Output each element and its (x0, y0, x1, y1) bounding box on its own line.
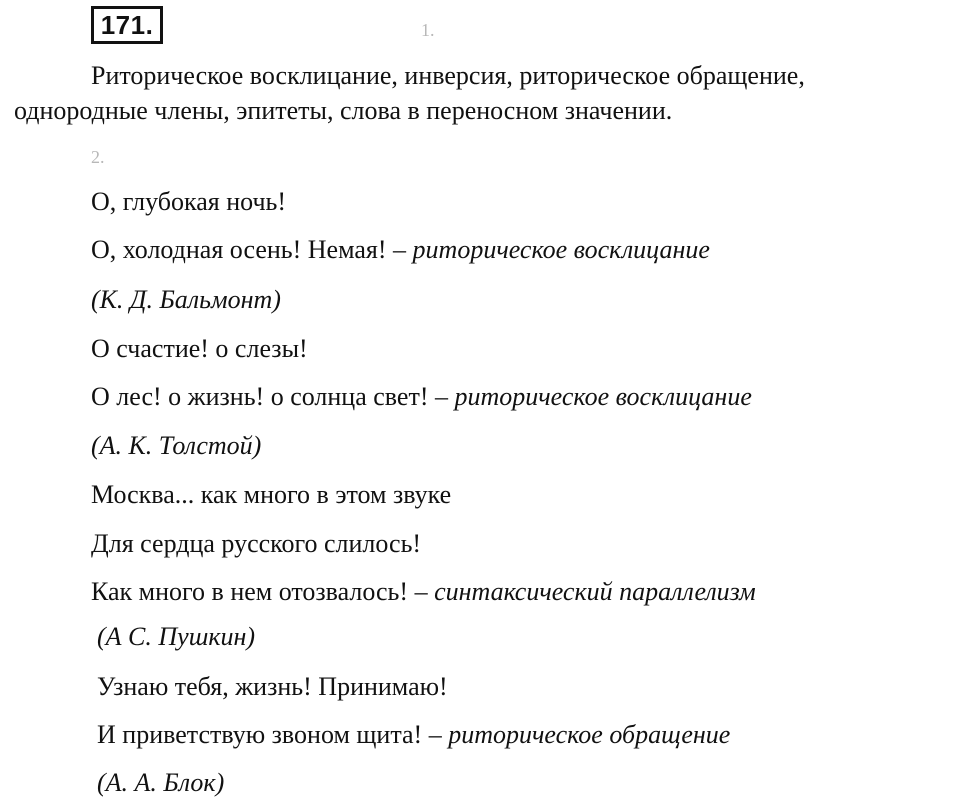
poem-line (91, 579, 756, 605)
device-note: – риторическое восклицание (434, 382, 752, 411)
poem-line: Москва... как много в этом звуке (91, 480, 452, 509)
exercise-number: 171. (91, 6, 163, 44)
poem-line: О, глубокая ночь! (91, 187, 287, 216)
poem-text: О, холодная осень! Немая! (91, 235, 387, 264)
poem-author: (А С. Пушкин) (97, 622, 256, 651)
device-note: – риторическое восклицание (393, 235, 710, 264)
part-2-marker: 2. (91, 147, 105, 167)
poem-line: О счастие! о слезы! (91, 334, 308, 363)
part-1-marker: 1. (421, 20, 435, 40)
poem-text: И приветствую звоном щита! (97, 720, 423, 749)
poem-text: О лес! о жизнь! о солнца свет! (91, 382, 429, 411)
poem-author: (К. Д. Бальмонт) (91, 285, 281, 314)
poem-text: Как много в нем отозвалось! (91, 577, 409, 606)
poem-author: (А. А. Блок) (97, 768, 225, 797)
device-note: – синтаксический параллелизм (414, 577, 756, 606)
poem-line (91, 237, 710, 263)
poem-author: (А. К. Толстой) (91, 431, 262, 460)
answer-line: однородные члены, эпитеты, слова в переносном значении. (14, 96, 673, 125)
poem-line (97, 722, 730, 748)
poem-line (91, 384, 752, 410)
device-note: – риторическое обращение (428, 720, 731, 749)
poem-line: Для сердца русского слилось! (91, 529, 422, 558)
poem-line: Узнаю тебя, жизнь! Принимаю! (97, 672, 448, 701)
answer-line: Риторическое восклицание, инверсия, риторическое обращение, (91, 61, 805, 90)
